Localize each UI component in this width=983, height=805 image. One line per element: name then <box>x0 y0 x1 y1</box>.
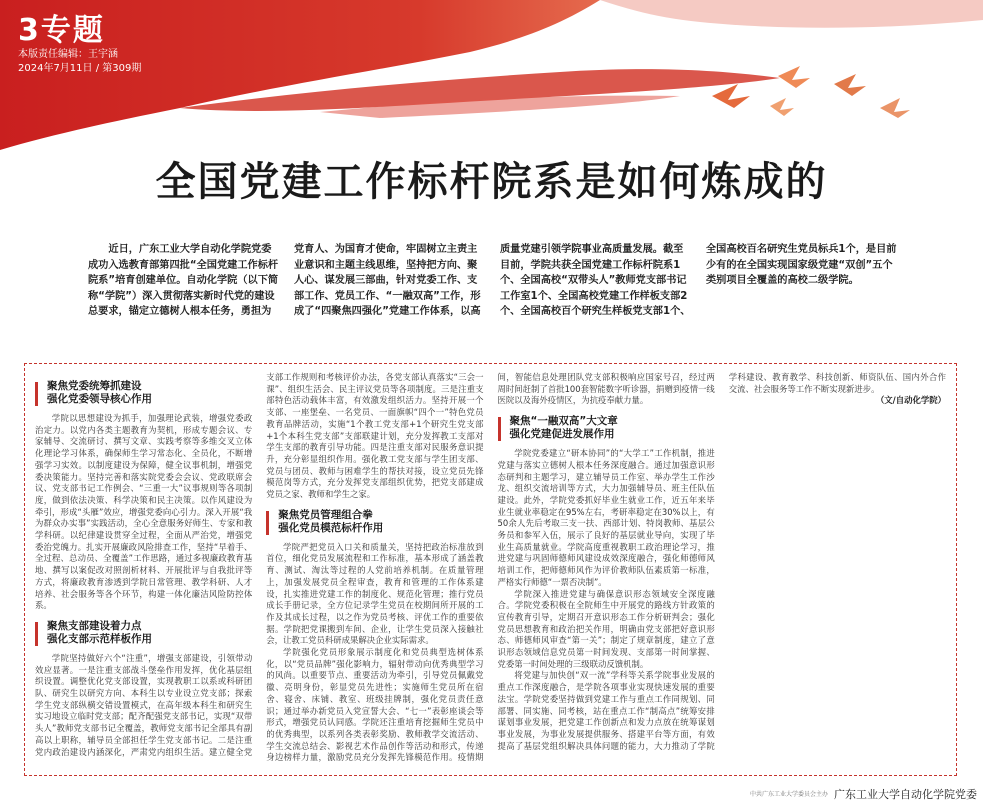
article-lead <box>88 242 898 334</box>
section-heading <box>498 415 715 441</box>
section-heading <box>266 509 483 535</box>
section-title-line1: 聚焦支部建设着力点 <box>47 619 142 632</box>
page-footer <box>750 785 983 805</box>
footer-org: 广东工业大学自动化学院党委 <box>834 788 977 801</box>
body-paragraph: 学院深入推进党建与确保意识形态领域安全深度融合。学院党委积极在全院师生中开展党的路线方针政策的宣传教育引导，定期召开意识形态工作分析研判会；强化党员思想教育和政治把关作用，明确由党支部把好意识形态、师德师风审查“第一关”；制定了规章制度，建立了意识形态领域信息党员第一时间发现、支部第一时间掌握、党委第一时间处理的三级联动反馈机制。 <box>497 588 715 669</box>
body-paragraph: 将党建与加快创“双一流”学科等关系学院事业发展的重点工作深度融合，是学院各项事业实现快速发展的重要法宝。学院党委坚持做到党建工作与重点工作同规划、同部署、同实施、同考核，站在重点工作“制高点”统筹安排谋划事业发展，把党建工作创新点和发力点放在统筹谋划事业发展，为事业发展提供服务、搭建平台等方面，有效提高了基层党组织解决具体问题的能力，大力推动了学院学科建设、教育教学、科技创新、师资队伍、国内外合作交流、社会服务等工作不断实现新进步。 <box>497 372 946 751</box>
article-signature: （文/自动化学院） <box>875 395 946 406</box>
section-title-line1: 聚焦党员管理组合拳 <box>278 508 373 521</box>
article-body-box <box>24 363 957 776</box>
article-columns <box>35 372 946 768</box>
body-paragraph: 学院严把党员入口关和质量关，坚持把政治标准放到首位，细化党员发展流程和工作标准，基本形成了涵盖教育、测试、淘汰等过程的人党前培养机制。在质量管理上，加强发展党员全程审查，教育和管理的工作体系建设，扎实推进党建工作的制度化、规范化管理；推行党员成长手册记录，全方位记录学生党员在校期间所开展的工作及其成长过程，以之作为党员考核、评优工作的重要依据。学院把党课搬到车间、企业，让学生党员深入接触社会，让教工党员科研成果解决企业实际需求。 <box>266 541 484 646</box>
section-title-line2: 强化党员模范标杆作用 <box>278 521 384 534</box>
body-paragraph: 学院坚持做好六个“注重”，增强支部建设，引领带动效应显著。一是注重支部战斗堡垒作用发挥，优化基层组织设置。调整优化党支部设置，实现教职工以系或科研团队、研究生以研究方向、本科生以专业设立党支部；探索学生党支部纵横交错设置模式，在高年级本科生和研究生实习地设立临时党支部；配齐配强党支部书记，实现“双带头人”教师党支部书记全覆盖，教师党支部书记全部具有副高以上职称，辅导员全部担任学生党支部书记。二是注重党内政治建设内涵深化，严肃党内组织生活。建立健全党支部工作规则和考核评价办法，各党支部认真落实“三会一课”、组织生活会、民主评议党员等各项制度。三是注重支部特色活动载体丰富，有效激发组织活力。坚持开展一个支部、一座堡垒、一名党员、一面旗帜“四个一”特色党员教育品牌活动，实施“1个教工党支部+1个研究生党支部+1个本科生党支部”支部联建计划，充分发挥教工支部对学生支部的教育引导功能。四是注重支部对民服务意识提升，充分彰显组织作用。强化教工党支部与学生团支部、党员与团员、教师与困难学生的帮扶对接，设立党员先锋模范岗等方式，充分发挥党支部组织优势，把党支部建成党员之家、教师和学生之家。 <box>35 372 484 757</box>
section-title-line2: 强化党建促进发展作用 <box>509 428 615 441</box>
footer-org-small: 中共广东工业大学委员会主办 <box>749 791 828 798</box>
editor-credit: 本版责任编辑：王宇涵 <box>18 49 118 60</box>
section-heading <box>35 380 252 406</box>
body-paragraph: 学院党委建立“研本协同”的“大学工”工作机制，推进党建与落实立德树人根本任务深度融合。通过加强意识形态研判和主题学习，建立辅导员工作室、举办学生工作沙龙、组织交流培训等方式，大力加强辅导员、班主任队伍建设。此外，学院党委抓好毕业生就业工作，近五年来毕业生就业率稳定在95%左右，考研率稳定在30%以上，有50余人先后考取三支一扶、西部计划、特岗教师、基层公务员和参军入伍，展示了良好的基层就业导向，实现了毕业生高质量就业。学院高度重视教职工政治理论学习，推进党建与巩固师德师风建设成效深度融合，强化师德师风培训工作，把师德师风作为评价教师队伍素质第一标准，严格实行师德“一票否决制”。 <box>497 448 715 587</box>
section-title-line2: 强化支部示范样板作用 <box>47 632 152 645</box>
masthead-banner <box>0 0 983 150</box>
lead-paragraph: 近日，广东工业大学自动化学院党委成功入选教育部第四批“全国党建工作标杆院系”培育创建单位。自动化学院（以下简称“学院”）深入贯彻落实新时代党的建设总要求，锚定立德树人根本任务，勇担为党育人、为国育才使命，牢固树立主责主业意识和主题主线思维，坚持把方向、聚人心、谋发展三部曲，针对党委工作、支部工作、党员工作、“一融双高”工作，形成了“四聚焦四强化”党建工作体系，以高质量党建引领学院事业高质量发展。截至目前，学院共获全国党建工作标杆院系1个、全国高校“双带头人”教师党支部书记工作室1个、全国高校党建工作样板支部2个、全国高校百个研究生样板党支部1个、全国高校百名研究生党员标兵1个，是目前少有的在全国实现国家级党建“双创”五个类别项目全覆盖的高校二级学院。 <box>88 244 897 317</box>
issue-block <box>18 14 141 76</box>
section-title-line1: 聚焦“一融双高”大文章 <box>509 415 618 428</box>
section-title-line1: 聚焦党委统筹抓建设 <box>47 380 142 392</box>
issue-date: 2024年7月11日 / 第309期 <box>18 63 142 74</box>
body-paragraph: 学院强化党员形象展示制度化和党员典型选树体系化，以“党员品牌”强化影响力，辐射带动向优秀典型学习的风尚。以重要节点、重要活动为牵引，引导党员佩戴党徽、亮明身份，彰显党员先进性；实施师生党员所在宿舍、寝舍、床铺、教室、班级挂牌制，强化党员责任意识；通过举办新党员入党宣誓大会、“七一”表彰座谈会等形式，增强党员认同感。学院还注重培育挖掘师生党员中的优秀典型，以系列各类表彰奖励、教师教学交流活动、学生交流总结会、影视艺术作品创作等活动和形式，传递身边榜样力量，激励党员充分发挥先锋模范作用。疫情期间，智能信息处理团队党支部积极响应国家号召，经过两周时间赶制了首批100套智能数字听诊器，捐赠到疫情一线医院以及海外疫情区，为抗疫奉献力量。 <box>266 372 715 763</box>
ink-brush-banner-art <box>0 0 983 150</box>
page-section-title: 3专题 <box>18 13 105 48</box>
section-title-line2: 强化党委领导核心作用 <box>47 393 152 405</box>
article-headline: 全国党建工作标杆院系是如何炼成的 <box>155 159 828 205</box>
body-paragraph: 学院以思想建设为抓手，加强理论武装，增强党委政治定力。以党内各类主题教育为契机，形成专题会议、专家辅导、交流研讨、撰写文章、实践考察等多维交叉立体化理论学习体系，确保师生学习常态化、全员化，不断增强学习实效。以制度建设为保障，健全议事机制，增强党委决策能力。坚持完善和落实院党委会会议、党政联席会议、党支部书记工作例会、“三重一大”议事规则等各项制度，做到依法决策、科学决策和民主决策。以作风建设为牵引，形成“头雁”效应，增强党委向心引力。深入开展“我为群众办实事”实践活动，全心全意服务好师生、专家和教学科研。以纪律建设贯穿全过程，全面从严治党，增强党委治党魄力。扎实开展廉政风险排查工作，坚持“早着手、全过程、总动员、全覆盖”工作思路，通过多视廉政教育基地、撰写以案促改对照剖析材料、开展批评与自我批评等方式，将廉政教育渗透到学院日常管理、教学科研、人才培养、社会服务等各个环节，构建一体化廉洁风险防控体系。 <box>35 413 253 611</box>
section-heading <box>35 620 252 646</box>
